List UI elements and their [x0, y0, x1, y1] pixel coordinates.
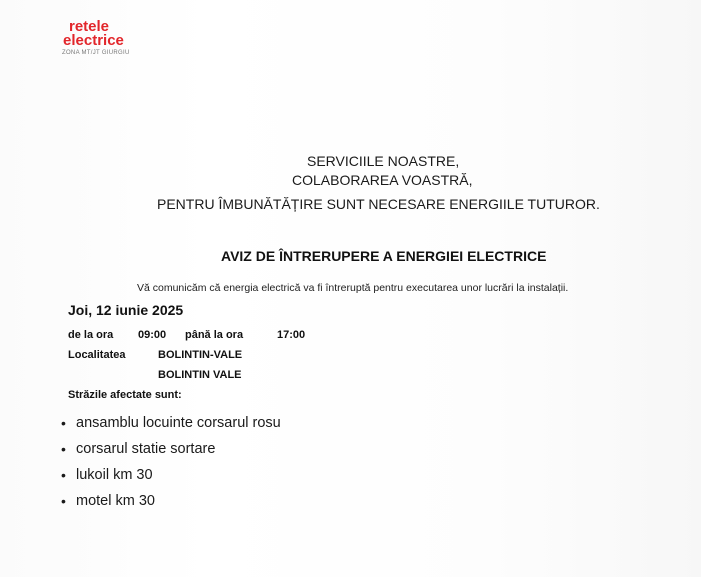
header-line-2: COLABORAREA VOASTRĂ,: [292, 172, 473, 188]
affected-streets-list: [60, 414, 296, 518]
street-item: • lukoil km 30: [60, 466, 296, 484]
streets-label: Străzile afectate sunt:: [68, 389, 182, 401]
locality-label: Localitatea: [68, 349, 126, 361]
header-line-1: SERVICIILE NOASTRE,: [307, 153, 460, 169]
street-item: • corsarul statie sortare: [60, 440, 296, 458]
from-time: 09:00: [138, 329, 167, 341]
notice-title: AVIZ DE ÎNTRERUPERE A ENERGIEI ELECTRICE: [221, 248, 547, 264]
notice-intro: Vă comunicăm că energia electrică va fi întreruptă pentru executarea unor lucrări la instalații.: [137, 282, 569, 294]
street-item: • ansamblu locuinte corsarul rosu: [60, 414, 296, 432]
locality-value-1: BOLINTIN-VALE: [158, 349, 243, 361]
logo-text-line2: electrice: [63, 32, 124, 49]
to-label: până la ora: [185, 329, 244, 341]
outage-date: Joi, 12 iunie 2025: [68, 302, 184, 318]
locality-value-2: BOLINTIN VALE: [158, 369, 242, 381]
to-time: 17:00: [277, 329, 306, 341]
retele-electrice-logo: [62, 20, 130, 56]
from-label: de la ora: [68, 329, 114, 341]
street-item: • motel km 30: [60, 492, 296, 510]
header-line-3: PENTRU ÎMBUNĂTĂȚIRE SUNT NECESARE ENERGIILE TUTUROR.: [157, 196, 600, 212]
logo-text-line1: retele: [69, 18, 110, 35]
logo-subtitle: ZONA MT/JT GIURGIU: [62, 50, 130, 56]
